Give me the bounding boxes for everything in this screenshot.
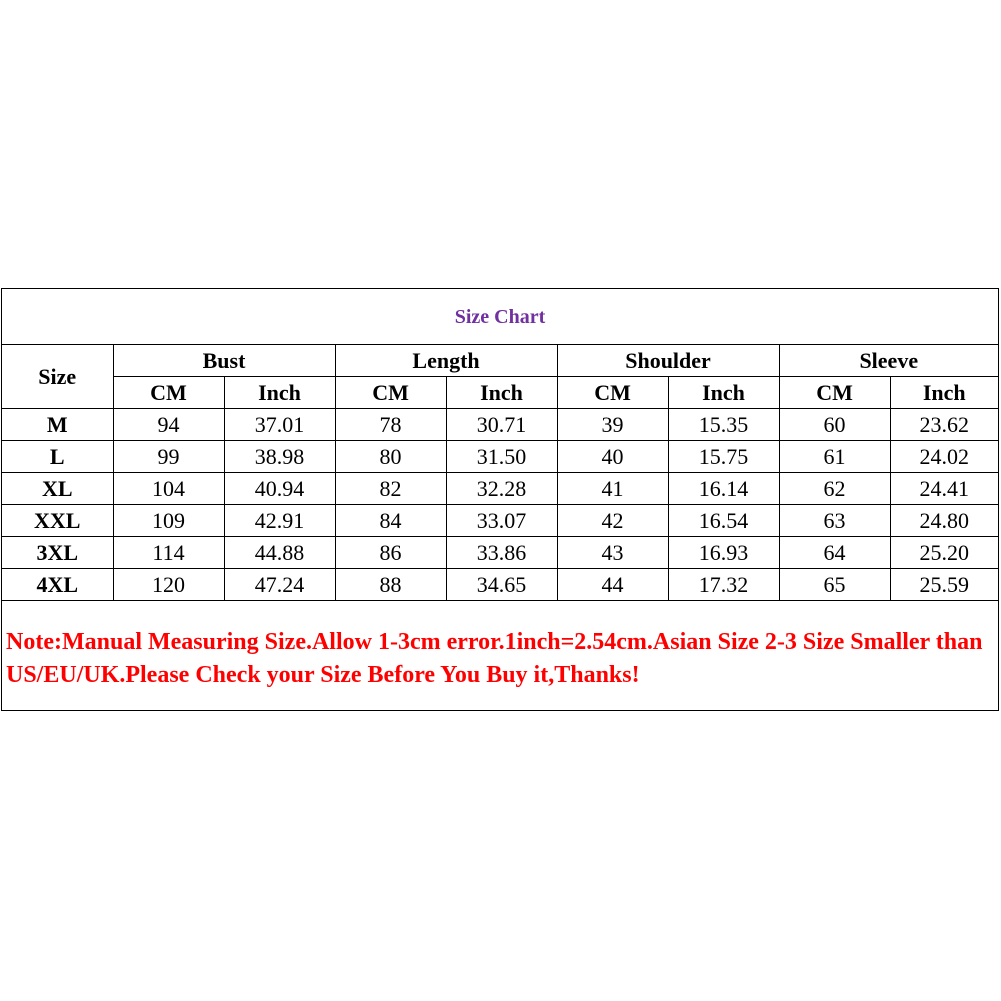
table-cell: 99 <box>113 441 224 473</box>
table-cell: 44 <box>557 569 668 601</box>
size-label: XXL <box>2 505 113 537</box>
chart-title: Size Chart <box>454 306 546 328</box>
table-cell: 61 <box>779 441 890 473</box>
table-cell: 120 <box>113 569 224 601</box>
table-cell: 62 <box>779 473 890 505</box>
unit-header-cm: CM <box>557 377 668 409</box>
table-cell: 32.28 <box>446 473 557 505</box>
table-cell: 23.62 <box>890 409 998 441</box>
group-header-shoulder: Shoulder <box>557 345 779 377</box>
unit-header-inch: Inch <box>890 377 998 409</box>
table-cell: 63 <box>779 505 890 537</box>
table-cell: 16.14 <box>668 473 779 505</box>
table-cell: 25.20 <box>890 537 998 569</box>
table-cell: 31.50 <box>446 441 557 473</box>
table-cell: 37.01 <box>224 409 335 441</box>
size-table <box>2 345 998 601</box>
table-cell: 30.71 <box>446 409 557 441</box>
table-cell: 65 <box>779 569 890 601</box>
table-cell: 47.24 <box>224 569 335 601</box>
table-cell: 60 <box>779 409 890 441</box>
table-cell: 17.32 <box>668 569 779 601</box>
header-group-row <box>2 345 998 377</box>
size-note: Note:Manual Measuring Size.Allow 1-3cm error.1inch=2.54cm.Asian Size 2-3 Size Smaller than US/EU/UK.Please Check your Size Before You Buy it,Thanks! <box>6 629 983 688</box>
table-cell: 94 <box>113 409 224 441</box>
title-row <box>2 289 998 345</box>
unit-header-cm: CM <box>113 377 224 409</box>
size-column-header: Size <box>2 345 113 409</box>
table-cell: 42.91 <box>224 505 335 537</box>
table-cell: 78 <box>335 409 446 441</box>
table-cell: 25.59 <box>890 569 998 601</box>
table-cell: 15.35 <box>668 409 779 441</box>
table-row <box>2 441 998 473</box>
unit-header-inch: Inch <box>668 377 779 409</box>
table-cell: 24.02 <box>890 441 998 473</box>
table-cell: 33.07 <box>446 505 557 537</box>
unit-header-inch: Inch <box>446 377 557 409</box>
group-header-bust: Bust <box>113 345 335 377</box>
size-chart <box>1 288 999 711</box>
table-row <box>2 537 998 569</box>
table-cell: 16.54 <box>668 505 779 537</box>
table-cell: 24.80 <box>890 505 998 537</box>
table-cell: 44.88 <box>224 537 335 569</box>
table-cell: 86 <box>335 537 446 569</box>
size-label: M <box>2 409 113 441</box>
unit-header-cm: CM <box>779 377 890 409</box>
table-cell: 114 <box>113 537 224 569</box>
group-header-length: Length <box>335 345 557 377</box>
table-cell: 34.65 <box>446 569 557 601</box>
table-row <box>2 569 998 601</box>
header-unit-row <box>2 377 998 409</box>
table-cell: 40 <box>557 441 668 473</box>
table-cell: 64 <box>779 537 890 569</box>
table-cell: 24.41 <box>890 473 998 505</box>
table-cell: 41 <box>557 473 668 505</box>
table-row <box>2 409 998 441</box>
table-row <box>2 473 998 505</box>
table-cell: 38.98 <box>224 441 335 473</box>
table-cell: 104 <box>113 473 224 505</box>
table-cell: 43 <box>557 537 668 569</box>
table-cell: 88 <box>335 569 446 601</box>
table-cell: 109 <box>113 505 224 537</box>
unit-header-cm: CM <box>335 377 446 409</box>
size-label: 3XL <box>2 537 113 569</box>
table-cell: 80 <box>335 441 446 473</box>
group-header-sleeve: Sleeve <box>779 345 998 377</box>
unit-header-inch: Inch <box>224 377 335 409</box>
size-label: XL <box>2 473 113 505</box>
table-row <box>2 505 998 537</box>
table-cell: 16.93 <box>668 537 779 569</box>
table-cell: 33.86 <box>446 537 557 569</box>
table-cell: 15.75 <box>668 441 779 473</box>
table-cell: 82 <box>335 473 446 505</box>
size-label: L <box>2 441 113 473</box>
table-cell: 40.94 <box>224 473 335 505</box>
table-cell: 84 <box>335 505 446 537</box>
size-label: 4XL <box>2 569 113 601</box>
table-cell: 39 <box>557 409 668 441</box>
table-cell: 42 <box>557 505 668 537</box>
